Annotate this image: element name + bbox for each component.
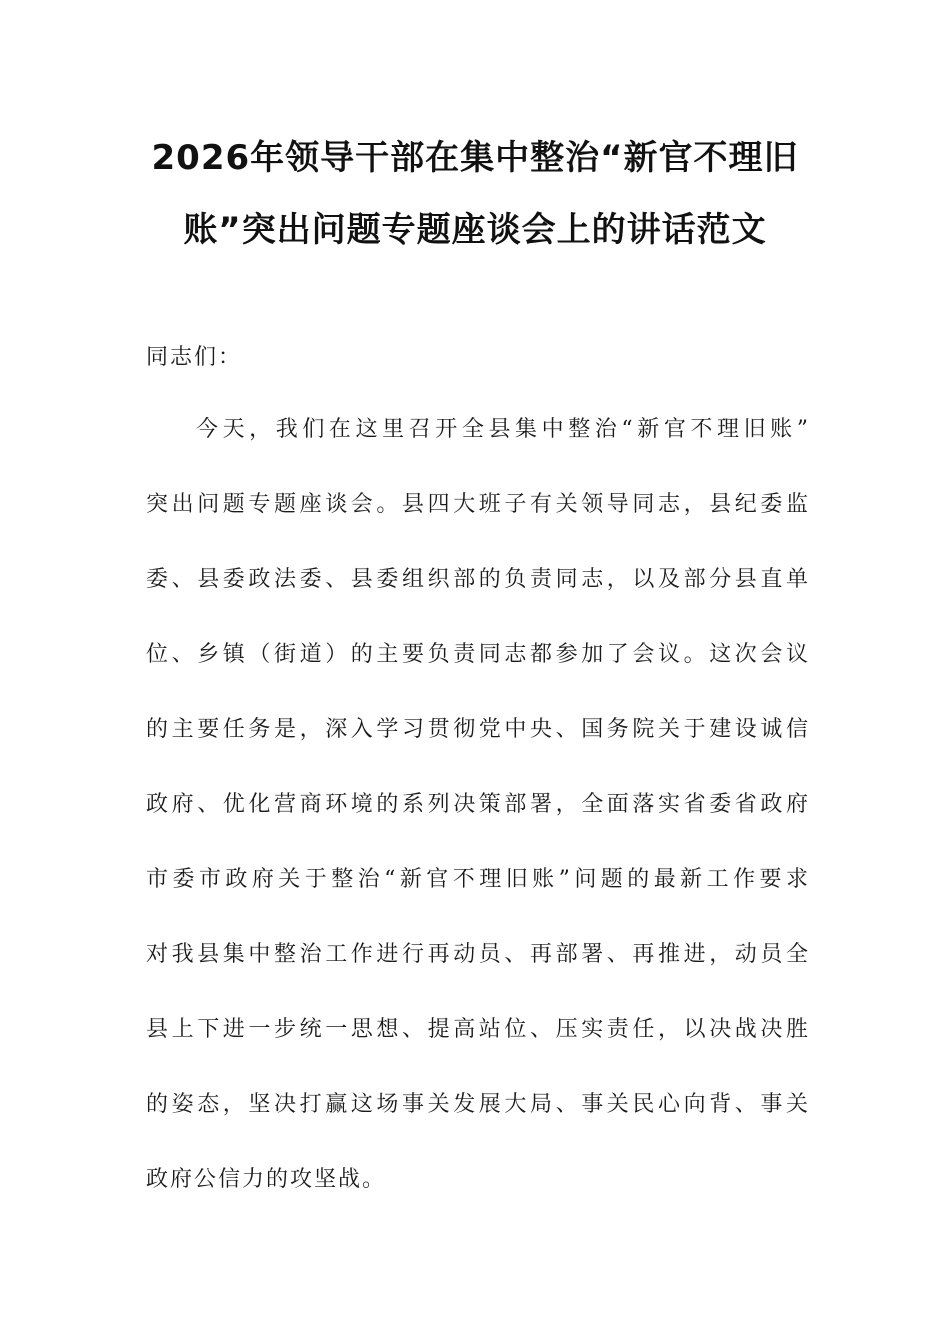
paragraph-line: 的姿态，坚决打赢这场事关发展大局、事关民心向背、事关 [146,1092,808,1117]
paragraph-line: 突出问题专题座谈会。县四大班子有关领导同志，县纪委监 [146,492,808,517]
paragraph-line: 政府公信力的攻坚战。 [146,1167,387,1192]
paragraph-line: 位、乡镇（街道）的主要负责同志都参加了会议。这次会议 [146,642,808,667]
document-title-line-2: 账”突出问题专题座谈会上的讲话范文 [183,210,767,250]
paragraph-line: 政府、优化营商环境的系列决策部署，全面落实省委省政府 [146,792,808,817]
paragraph-line: 对我县集中整治工作进行再动员、再部署、再推进，动员全 [146,942,808,967]
paragraph-line: 的主要任务是，深入学习贯彻党中央、国务院关于建设诚信 [146,717,808,742]
paragraph-line: 今天，我们在这里召开全县集中整治“新官不理旧账” [196,417,808,442]
paragraph-line: 委、县委政法委、县委组织部的负责同志，以及部分县直单 [146,567,808,592]
paragraph-line: 县上下进一步统一思想、提高站位、压实责任，以决战决胜 [146,1017,808,1042]
paragraph-line: 市委市政府关于整治“新官不理旧账”问题的最新工作要求 [146,867,808,892]
salutation: 同志们： [146,345,243,370]
document-title-line-1: 2026年领导干部在集中整治“新官不理旧 [151,138,799,178]
